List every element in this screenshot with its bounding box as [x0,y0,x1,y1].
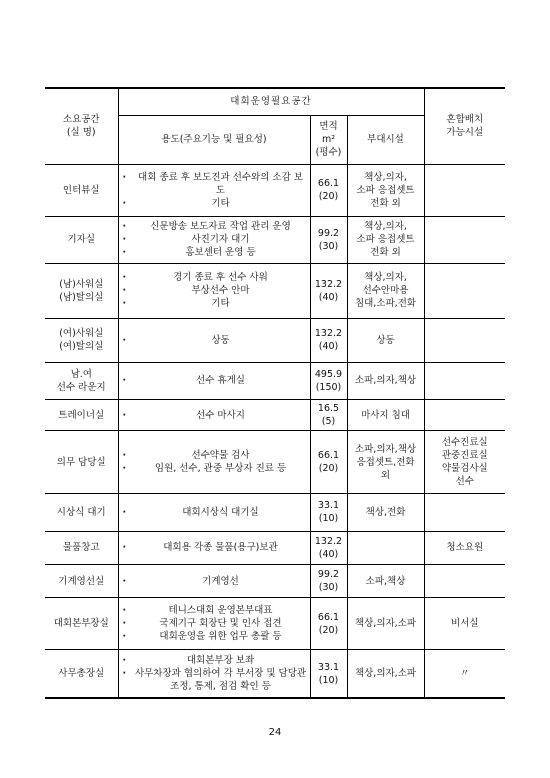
usage-cell [118,598,310,650]
table-row [45,400,505,431]
space-name-cell: 기자실 [45,216,118,263]
header-usage: 용도(주요기능 및 필요성) [118,115,310,164]
area-cell: 132.2 (40) [310,318,347,362]
usage-list [121,334,308,347]
table-row [45,598,505,650]
usage-cell [118,164,310,216]
mixed-facility-cell [424,400,505,431]
area-cell: 132.2 (40) [310,263,347,318]
usage-list [121,220,308,259]
usage-cell [118,400,310,431]
space-name-cell: (남)사워실 (남)탈의실 [45,263,118,318]
mixed-facility-cell [424,164,505,216]
space-name-cell: 의무 담당실 [45,431,118,494]
usage-item: · 대회운영을 위한 업무 총괄 등 [121,630,308,643]
space-name-cell: 인터뷰실 [45,164,118,216]
usage-item: · 선수 마사지 [121,409,308,422]
space-requirements-table [45,87,505,699]
space-name-cell: 기계영선실 [45,564,118,597]
table-row [45,216,505,263]
header-area: 면적 m² (평수) [310,115,347,164]
usage-item: · 신문방송 보도자료 작업 관리 운영 [121,220,308,233]
usage-cell [118,318,310,362]
facilities-cell: 책상,의자,소파 [347,598,424,650]
usage-item: · 테니스대회 운영본부대표 [121,604,308,617]
usage-cell [118,650,310,698]
facilities-cell: 소파,의자,책상 응접셋트,전화 외 [347,431,424,494]
facilities-cell: 마사지 침대 [347,400,424,431]
mixed-facility-cell [424,494,505,532]
area-cell: 33.1 (10) [310,650,347,698]
mixed-facility-cell: 비서실 [424,598,505,650]
space-name-cell: 남.여 선수 라운지 [45,362,118,400]
header-band: 대회운영필요공간 [118,88,424,115]
usage-item: · 상동 [121,334,308,347]
usage-item: · 대회 종료 후 보도진과 선수와의 소감 보도 [121,171,308,197]
usage-list [121,575,308,588]
space-name-cell: 물품창고 [45,531,118,564]
usage-cell [118,263,310,318]
table-row [45,318,505,362]
facilities-cell: 책상,의자,소파 [347,650,424,698]
usage-cell [118,216,310,263]
mixed-facility-cell: 청소요원 [424,531,505,564]
usage-item: · 임원, 선수, 관중 부상자 진료 등 [121,462,308,475]
mixed-facility-cell [424,216,505,263]
header-row-1 [45,88,505,115]
mixed-facility-cell [424,564,505,597]
usage-item: · 홍보센터 운영 등 [121,246,308,259]
area-cell: 99.2 (30) [310,216,347,263]
facilities-cell: 책상,의자, 선수안마용 침대,소파,전화 [347,263,424,318]
usage-item: · 사무차장과 협의하여 각 부서장 및 담당관 조정, 통제, 점검 확인 등 [121,667,308,693]
usage-list [121,374,308,387]
area-cell: 132.2 (40) [310,531,347,564]
usage-item: · 선수 휴게실 [121,374,308,387]
usage-list [121,654,308,693]
table-row [45,564,505,597]
usage-item: · 부상선수 안마 [121,284,308,297]
area-cell: 33.1 (10) [310,494,347,532]
usage-item: · 사진기자 대기 [121,233,308,246]
usage-item: · 기타 [121,197,308,210]
usage-item: · 경기 종료 후 선수 사워 [121,271,308,284]
facilities-cell: 책상,의자, 소파 응접셋트 전화 외 [347,164,424,216]
mixed-facility-cell [424,318,505,362]
usage-cell [118,564,310,597]
usage-cell [118,431,310,494]
table-row [45,362,505,400]
table-row [45,164,505,216]
table-row [45,650,505,698]
header-facilities: 부대시설 [347,115,424,164]
facilities-cell: 상동 [347,318,424,362]
mixed-facility-cell: 〃 [424,650,505,698]
usage-item: · 기계영선 [121,575,308,588]
usage-list [121,541,308,554]
usage-list [121,409,308,422]
usage-cell [118,494,310,532]
mixed-facility-cell: 선수진료실 관중진료실 약물검사실 선수 [424,431,505,494]
page-number: 24 [268,727,282,738]
space-name-cell: 시상식 대기 [45,494,118,532]
usage-cell [118,362,310,400]
usage-item: · 국제기구 회장단 및 인사 접견 [121,617,308,630]
header-space-name: 소요공간 (실 명) [45,88,118,164]
usage-item: · 기타 [121,297,308,310]
space-name-cell: (여)사워실 (여)탈의실 [45,318,118,362]
usage-list [121,604,308,643]
space-name-cell: 트레이너실 [45,400,118,431]
usage-item: · 대회본부장 보좌 [121,654,308,667]
area-cell: 66.1 (20) [310,164,347,216]
mixed-facility-cell [424,263,505,318]
usage-cell [118,531,310,564]
usage-list [121,449,308,475]
mixed-facility-cell [424,362,505,400]
table-row [45,494,505,532]
space-name-cell: 대회본부장실 [45,598,118,650]
facilities-cell: 소파,책상 [347,564,424,597]
table-row [45,263,505,318]
area-cell: 16.5 (5) [310,400,347,431]
area-cell: 66.1 (20) [310,598,347,650]
usage-item: · 대회시상식 대기실 [121,506,308,519]
facilities-cell [347,531,424,564]
area-cell: 495.9 (150) [310,362,347,400]
header-mixed: 혼합배치 가능시설 [424,88,505,164]
facilities-cell: 소파,의자,책상 [347,362,424,400]
usage-list [121,506,308,519]
table-row [45,531,505,564]
facilities-cell: 책상,전화 [347,494,424,532]
area-cell: 99.2 (30) [310,564,347,597]
facilities-cell: 책상,의자, 소파 응접셋트 전화 외 [347,216,424,263]
usage-list [121,271,308,310]
usage-list [121,171,308,210]
space-name-cell: 사무총장실 [45,650,118,698]
usage-item: · 대회용 각종 물품(용구)보관 [121,541,308,554]
table-row [45,431,505,494]
area-cell: 66.1 (20) [310,431,347,494]
usage-item: · 선수약물 검사 [121,449,308,462]
